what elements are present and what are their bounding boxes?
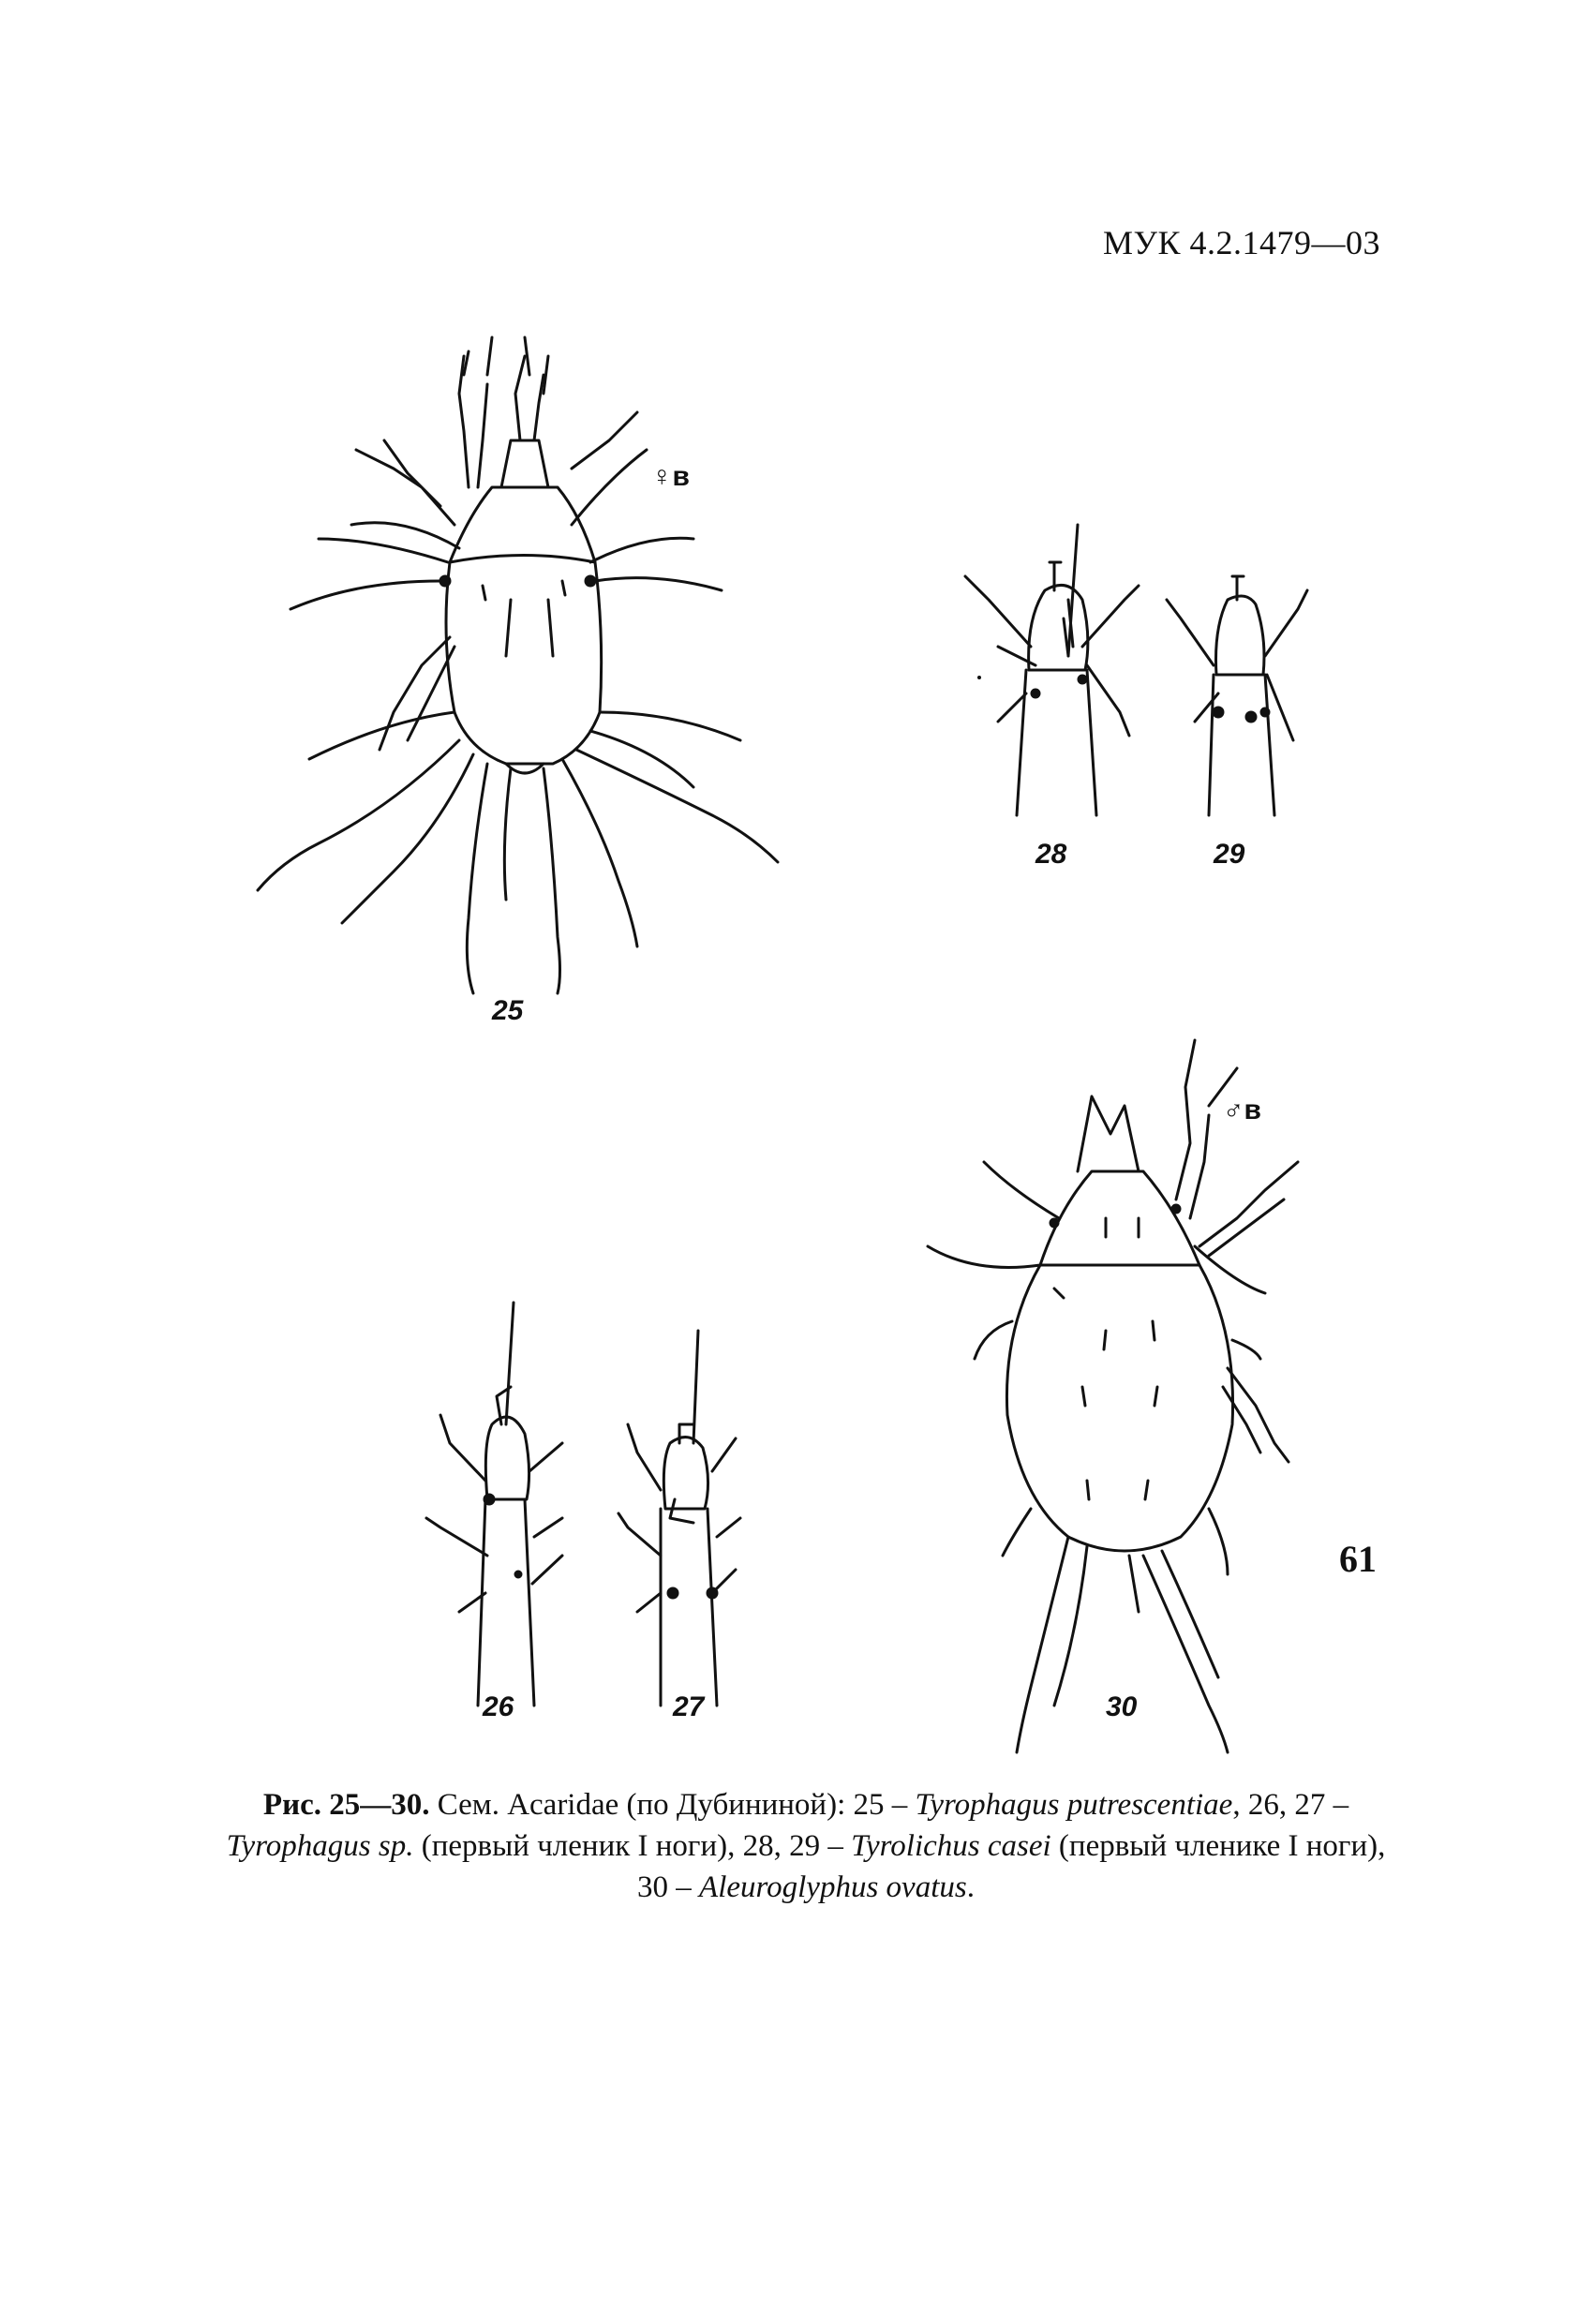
caption-species-28-29: Tyrolichus casei	[851, 1829, 1051, 1863]
figure-29-leg-segment	[1167, 576, 1307, 815]
caption-part3: (первый членик I ноги), 28, 29 –	[413, 1829, 852, 1863]
caption-prefix: Рис. 25—30.	[262, 1788, 430, 1822]
page-number: 61	[1339, 1538, 1377, 1580]
figure-30-sex-mark: ♂в	[1223, 1095, 1261, 1125]
figure-27-leg-segment	[618, 1331, 740, 1706]
figure-30-mite-drawing	[928, 1040, 1298, 1752]
caption-end: .	[966, 1870, 975, 1904]
figure-26-label: 26	[483, 1691, 514, 1722]
figure-29-label: 29	[1214, 839, 1245, 870]
caption-species-26-27: Tyrophagus sp.	[226, 1829, 414, 1863]
caption-species-25: Tyrophagus putrescentiae	[915, 1788, 1233, 1822]
figure-30-label: 30	[1106, 1691, 1138, 1722]
caption-part2: , 26, 27 –	[1232, 1788, 1349, 1822]
caption-species-30: Aleuroglyphus ovatus	[699, 1870, 967, 1904]
document-code: МУК 4.2.1479—03	[1102, 224, 1380, 261]
figure-25-sex-mark: ♀в	[651, 461, 690, 492]
figure-27-label: 27	[673, 1691, 705, 1722]
figure-caption	[225, 1784, 1387, 1908]
figure-26-leg-segment	[426, 1303, 562, 1706]
figure-25-label: 25	[492, 995, 524, 1026]
figure-28-leg-segment	[965, 525, 1139, 815]
figure-25-mite-drawing	[258, 337, 778, 993]
caption-part4: (первый членике I ноги), 30 –	[637, 1829, 1386, 1904]
caption-intro: Сем. Acaridae (по Дубининой): 25 –	[429, 1788, 916, 1822]
figure-28-label: 28	[1035, 839, 1067, 870]
